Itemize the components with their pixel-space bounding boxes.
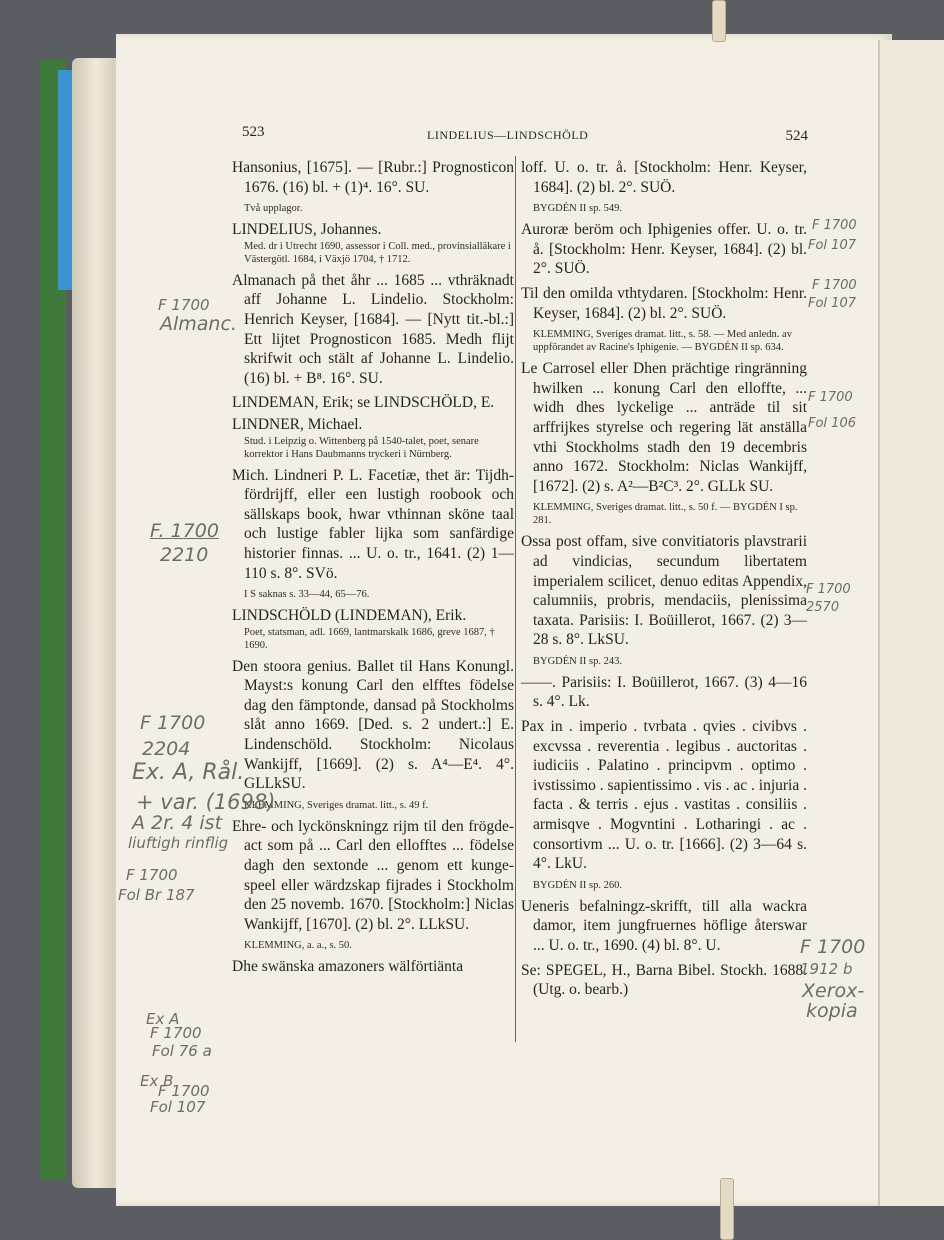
header-title: LINDELIUS—LINDSCHÖLD <box>427 128 589 142</box>
handwritten-note: Ex B <box>140 1072 174 1090</box>
bibliographic-entry: Auroræ beröm och Iphigenies offer. U. o. tr. å. [Stockholm: Henr. Keyser, 1684]. (2) bl. 2°. SUÖ. <box>521 221 807 278</box>
author-heading: LINDSCHÖLD (LINDEMAN), Erik. <box>232 607 467 625</box>
left-column <box>232 158 514 982</box>
handwritten-note: F 1700 <box>806 582 851 597</box>
handwritten-note: Fol 106 <box>808 416 856 431</box>
handwritten-note: F 1700 <box>158 1082 210 1100</box>
running-header <box>242 126 808 150</box>
author-heading: LINDEMAN, Erik; se LINDSCHÖLD, E. <box>232 394 495 412</box>
author-heading: LINDELIUS, Johannes. <box>232 221 382 239</box>
handwritten-note: F. 1700 <box>150 520 219 542</box>
reference-note: KLEMMING, Sveriges dramat. litt., s. 50 f. — BYGDÉN I sp. 281. <box>533 502 798 527</box>
handwritten-note: F 1700 <box>140 712 206 734</box>
column-rule <box>515 156 516 1042</box>
reference-note: KLEMMING, Sveriges dramat. litt., s. 58. — Med anledn. av uppförandet av Racine's Iphigenie. — BYGDÉN II sp. 634. <box>533 329 792 354</box>
handwritten-note: A 2r. 4 ist <box>132 812 223 834</box>
bibliographic-entry: Den stoora genius. Ballet til Hans Konungl. Mayst:s konung Carl den elfftes födelse dag den fämptonde, dansad på Stockholms slåt anno 1669. [Ded. s. 2 undert.:] E. Lindenschöld. Stockholm: Nicolaus Wankijff, [1669]. (2) s. A⁴—E⁴. 4°. GLLkSU. <box>232 657 514 793</box>
bibliographic-entry: Til den omilda vthtydaren. [Stockholm: Henr. Keyser, 1684]. (2) bl. 2°. SUÖ. <box>521 284 807 322</box>
handwritten-note: Fol Br 187 <box>118 886 195 904</box>
page-clip-bottom <box>720 1178 734 1240</box>
reference-note: BYGDÉN II sp. 549. <box>533 203 622 215</box>
reference-note: KLEMMING, a. a., s. 50. <box>244 940 352 952</box>
reference-note: Två upplagor. <box>244 203 303 215</box>
handwritten-note: F 1700 <box>150 1024 202 1042</box>
handwritten-note: + var. (1698) <box>136 790 276 814</box>
bibliographic-entry: Le Carrosel eller Dhen prächtige ringränning hwilken ... konung Carl den elloffte, ... widh dhes lyckelige ... anträde til sit arffrijkes styrelse och regering lät anställa vthi Stockholms stadh den 19 decembris anno 1672. Stockholm: Niclas Wankijff, [1672]. (2) s. A²—B²C³. 2°. GLLk SU. <box>521 360 807 495</box>
bibliographic-entry: Mich. Lindneri P. L. Facetiæ, thet är: Tijdh-fördrijff, eller een lustigh roobook och sällskaps book, hwar vthinnan sköne taal och lustige fabler lijka som sanfärdige historier finnas. ... U. o. tr., 1641. (2) 1—110 s. 8°. SVö. <box>232 466 514 582</box>
bibliographic-entry: Hansonius, [1675]. — [Rubr.:] Prognosticon 1676. (16) bl. + (1)⁴. 16°. SU. <box>232 159 514 196</box>
handwritten-note: F 1700 <box>812 218 857 233</box>
bibliographic-entry: Ossa post offam, sive convitiatoris plavstrarii ad vindicias, secundum libertatem imperialem scilicet, denuo editas Appendix, calumniis, probris, mendaciis, plenissima taxata. Parisiis: I. Boüillerot, 1667. (2) 3—28 s. 8°. LkSU. <box>521 533 807 649</box>
handwritten-note: Xerox- <box>802 980 865 1002</box>
author-heading: LINDNER, Michael. <box>232 415 363 433</box>
right-column <box>521 158 807 1005</box>
bibliographic-entry: Almanach på thet åhr ... 1685 ... vthräknadt aff Johanne L. Lindelio. Stockholm: Henrich Keyser, [1684]. — [Nytt tit.-bl.:] Ett lijtet Prognosticon 1685. Medh flijt skrifwit och stält af Johanne L. Lindelio. (16) bl. + B⁸. 16°. SU. <box>232 271 514 387</box>
facing-page-edge <box>878 40 944 1206</box>
bibliographic-entry: Se: SPEGEL, H., Barna Bibel. Stockh. 1688. (Utg. o. bearb.) <box>521 961 807 999</box>
reference-note: Med. dr i Utrecht 1690, assessor i Coll. med., provinsialläkare i Västergötl. 1684, i Växjö 1704, † 1712. <box>244 240 511 265</box>
reference-note: KLEMMING, Sveriges dramat. litt., s. 49 f. <box>244 799 429 811</box>
bibliographic-entry: Ueneris befalningz-skrifft, till alla wackra damor, item jungfruernes höflige återswar ... U. o. tr., 1690. (4) bl. 8°. U. <box>521 897 807 954</box>
bibliographic-entry: Pax in . imperio . tvrbata . qvies . civibvs . excvssa . reverentia . legibus . auctoritas . iudiciis . Palatino . principvm . optimo . ivstissimo . sapientissimo . vis . ac . injuria . facta . & terris . ejus . vastitas . consiliis . armisqve . Mogvntini . Lotharingi . ac . consortivm ... U. o. tr. [1666]. (2) 3—64 s. 4°. LkU. <box>521 718 807 873</box>
handwritten-note: Fol 107 <box>150 1098 206 1116</box>
handwritten-note: Ex. A, Rål. <box>132 760 245 785</box>
bibliographic-entry: Dhe swänska amazoners wälförtiänta <box>232 958 464 976</box>
handwritten-note: 1912 b <box>800 960 853 978</box>
handwritten-note: kopia <box>806 1000 858 1022</box>
handwritten-note: Fol 107 <box>808 296 856 311</box>
page-number-right: 524 <box>785 128 808 144</box>
handwritten-note: 2204 <box>142 738 191 760</box>
page-number-left: 523 <box>242 124 265 140</box>
handwritten-note: Fol 76 a <box>152 1042 212 1060</box>
handwritten-note: Ex A <box>146 1010 180 1028</box>
reference-note: Stud. i Leipzig o. Wittenberg på 1540-talet, poet, senare korrektor i Hans Daubmanns tryckeri i Nürnberg. <box>244 435 479 460</box>
reference-note: BYGDÉN II sp. 260. <box>533 879 622 891</box>
handwritten-note: F 1700 <box>158 296 210 314</box>
bibliographic-entry: loff. U. o. tr. å. [Stockholm: Henr. Keyser, 1684]. (2) bl. 2°. SUÖ. <box>521 159 807 196</box>
bibliographic-entry: Ehre- och lyckönskningz rijm til den frögde-act som på ... Carl den ellofftes ... födelse dagh den sextonde ... genom ett kunge-speel eller wärdzskap fijrades i Stockholm den 25 novemb. 1670. [Stockholm:] Niclas Wankijff, [1670]. (2) bl. 2°. LLkSU. <box>232 817 514 933</box>
bibliographic-entry: ——. Parisiis: I. Boüillerot, 1667. (3) 4—16 s. 4°. Lk. <box>521 673 807 711</box>
handwritten-note: 2210 <box>160 544 209 566</box>
handwritten-note: Almanc. <box>160 313 237 335</box>
handwritten-note: 2570 <box>806 600 840 615</box>
reference-note: BYGDÉN II sp. 243. <box>533 655 622 667</box>
handwritten-note: F 1700 <box>126 866 178 884</box>
handwritten-note: Fol 107 <box>808 238 856 253</box>
page-clip-top <box>712 0 726 42</box>
handwritten-note: F 1700 <box>812 278 857 293</box>
handwritten-note: F 1700 <box>808 390 853 405</box>
reference-note: Poet, statsman, adl. 1669, lantmarskalk 1686, greve 1687, † 1690. <box>244 626 495 651</box>
handwritten-note: liuftigh rinflig <box>128 834 229 852</box>
handwritten-note: F 1700 <box>800 936 866 958</box>
reference-note: I S saknas s. 33—44, 65—76. <box>244 589 370 601</box>
